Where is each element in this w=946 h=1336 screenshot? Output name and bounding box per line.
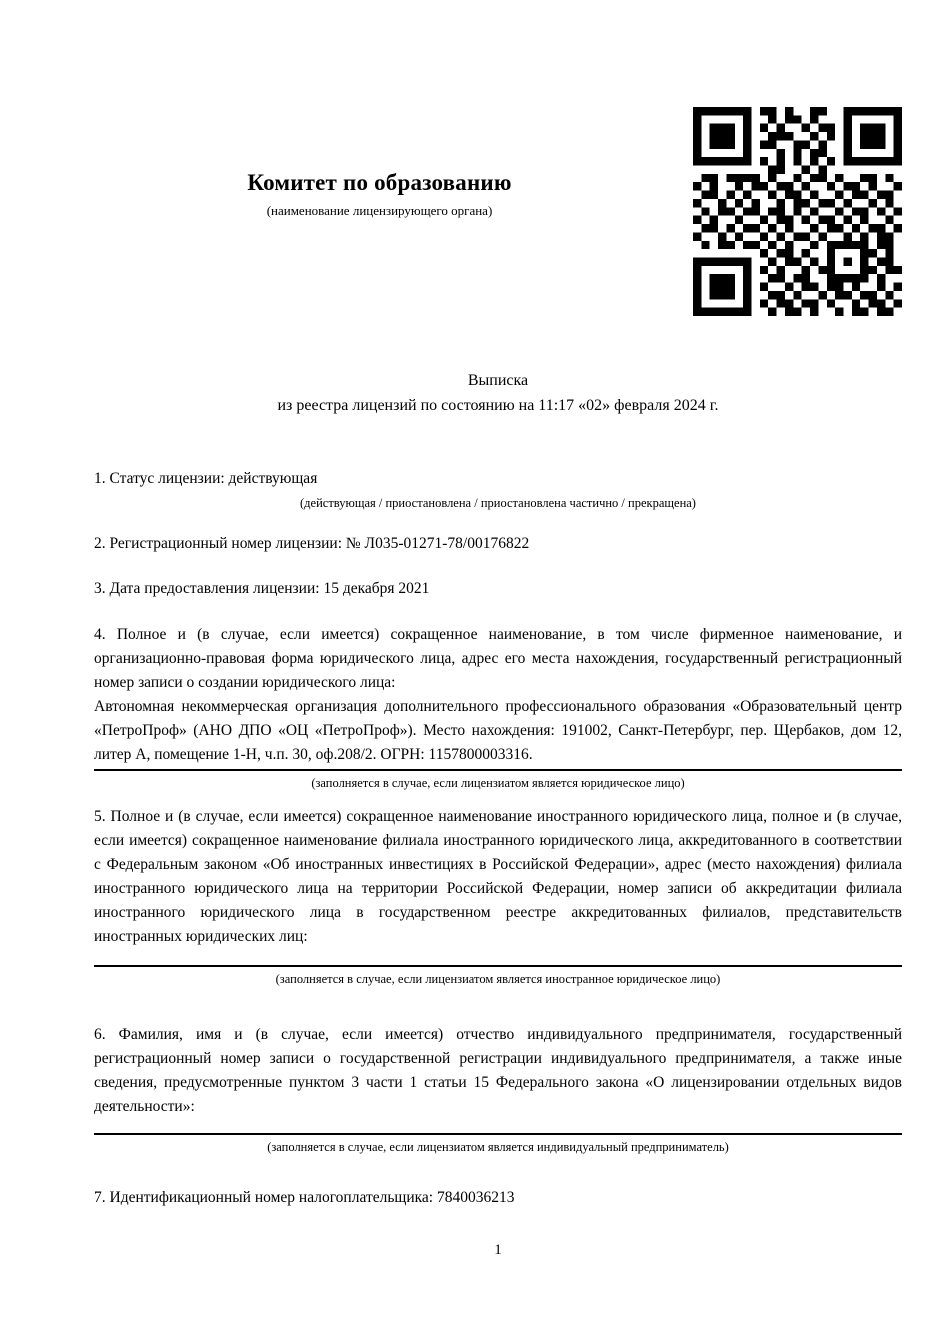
page-number: 1	[494, 1242, 502, 1258]
qr-code-icon	[693, 107, 902, 316]
item-registration-number-text: 2. Регистрационный номер лицензии: № Л035-01271-78/00176822	[94, 535, 530, 552]
item-license-date-text: 3. Дата предоставления лицензии: 15 декабря 2021	[94, 580, 430, 597]
document-title	[94, 368, 902, 418]
item-foreign-entity-text: 5. Полное и (в случае, если имеется) сокращенное наименование иностранного юридического лица, полное и (в случае, если имеется) сокращенное наименование филиала иностранного юридического лица, аккредитованного в соответствии с Федеральным законом «Об иностранных инвестициях в Российской Федерации», адрес (место нахождения) филиала иностранного юридического лица на территории Российской Федерации, номер записи об аккредитации филиала иностранного юридического лица в государственном реестре аккредитованных филиалов, представительств иностранных юридических лиц:	[94, 808, 902, 945]
fill-line	[94, 965, 902, 967]
item-registration-number	[94, 531, 902, 556]
fill-line	[94, 769, 902, 771]
item-license-status-text: 1. Статус лицензии: действующая	[94, 470, 318, 487]
document-title-line2: из реестра лицензий по состоянию на 11:17 «02» февраля 2024 г.	[277, 397, 719, 414]
item-taxpayer-number-text: 7. Идентификационный номер налогоплательщика: 7840036213	[94, 1189, 515, 1206]
item-legal-entity-value: Автономная некоммерческая организация дополнительного профессионального образования «Образовательный центр «ПетроПроф» (АНО ДПО «ОЦ «ПетроПроф»). Место нахождения: 191002, Санкт-Петербург, пер. Щербаков, дом 12, литер А, помещение 1-Н, ч.п. 30, оф.208/2. ОГРН: 1157800003316.	[94, 698, 902, 763]
fill-line	[94, 1133, 902, 1135]
item-license-status-note: (действующая / приостановлена / приостановлена частично / прекращена)	[300, 496, 696, 510]
licensing-authority-block	[94, 107, 693, 219]
document-header	[94, 107, 902, 316]
item-individual-entrepreneur-note: (заполняется в случае, если лицензиатом является индивидуальный предприниматель)	[267, 1140, 729, 1154]
item-foreign-entity-note: (заполняется в случае, если лицензиатом является иностранное юридическое лицо)	[275, 972, 721, 986]
item-license-status	[94, 466, 902, 511]
item-taxpayer-number	[94, 1185, 902, 1210]
licensing-authority-name: Комитет по образованию	[247, 170, 512, 195]
item-legal-entity	[94, 623, 902, 791]
licensing-authority-caption: (наименование лицензирующего органа)	[266, 203, 493, 218]
item-foreign-entity	[94, 805, 902, 987]
item-individual-entrepreneur-text: 6. Фамилия, имя и (в случае, если имеется) отчество индивидуального предпринимателя, государственный регистрационный номер записи о государственной регистрации индивидуального предпринимателя, а также иные сведения, предусмотренные пунктом 3 части 1 статьи 15 Федерального закона «О лицензировании отдельных видов деятельности»:	[94, 1026, 902, 1115]
item-legal-entity-text: 4. Полное и (в случае, если имеется) сокращенное наименование, в том числе фирменное наименование, и организационно-правовая форма юридического лица, адрес его места нахождения, государственный регистрационный номер записи о создании юридического лица:	[94, 626, 902, 691]
item-license-date	[94, 576, 902, 601]
document-title-line1: Выписка	[467, 372, 529, 389]
item-individual-entrepreneur	[94, 1023, 902, 1155]
item-legal-entity-note: (заполняется в случае, если лицензиатом является юридическое лицо)	[311, 776, 685, 790]
